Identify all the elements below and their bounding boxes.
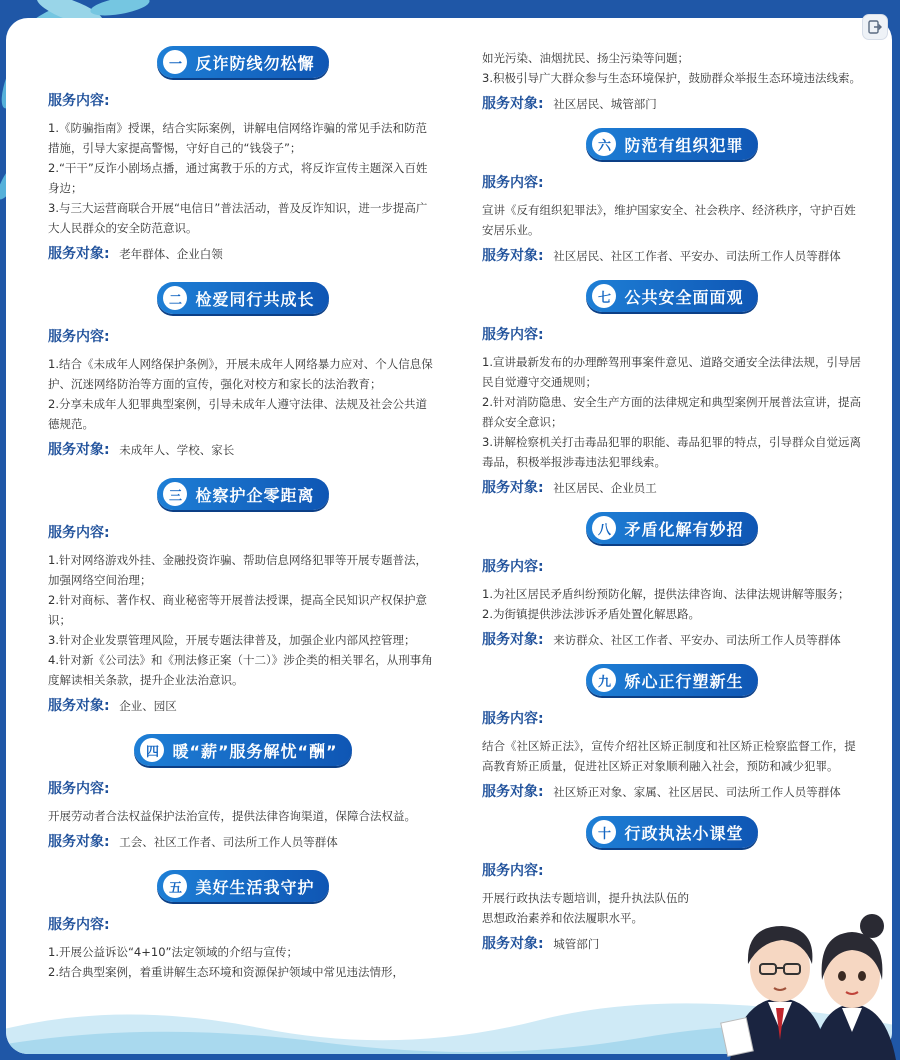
section-5 <box>48 870 438 982</box>
service-target <box>482 782 862 802</box>
service-content-label: 服务内容: <box>48 781 110 797</box>
service-content-label: 服务内容: <box>48 525 110 541</box>
service-target-label: 服务对象: <box>48 442 110 458</box>
section-title: 检察护企零距离 <box>195 485 315 505</box>
service-target <box>48 440 438 460</box>
service-target-label: 服务对象: <box>482 480 544 496</box>
content-line: 2.结合典型案例，着重讲解生态环境和资源保护领域中常见违法情形， <box>48 965 404 979</box>
section-10 <box>482 816 744 954</box>
section-title: 防范有组织犯罪 <box>624 135 744 155</box>
service-target <box>482 630 862 650</box>
section-number: 九 <box>592 668 616 692</box>
service-target <box>48 696 438 716</box>
section-title-pill <box>157 46 328 78</box>
section-header <box>482 816 862 848</box>
service-target-label: 服务对象: <box>48 698 110 714</box>
section-title: 公共安全面面观 <box>624 287 744 307</box>
exit-button[interactable] <box>862 14 888 40</box>
content-line: 1.为社区居民矛盾纠纷预防化解，提供法律咨询、法律法规讲解等服务； <box>482 587 850 601</box>
section-header <box>482 280 862 312</box>
service-content <box>482 888 732 928</box>
content-line: 开展劳动者合法权益保护法治宣传，提供法律咨询渠道，保障合法权益。 <box>48 809 416 823</box>
service-target-label: 服务对象: <box>482 936 544 952</box>
section-title-pill <box>134 734 351 766</box>
service-content-label: 服务内容: <box>482 863 544 879</box>
section-number: 二 <box>163 286 187 310</box>
service-target <box>482 478 862 498</box>
section-number: 一 <box>163 50 187 74</box>
section-title: 矫心正行塑新生 <box>624 671 744 691</box>
service-target-value: 来访群众、社区工作者、平安办、司法所工作人员等群体 <box>553 633 841 647</box>
section-title: 反诈防线勿松懈 <box>195 53 315 73</box>
service-target-label: 服务对象: <box>482 632 544 648</box>
service-target-label: 服务对象: <box>482 248 544 264</box>
service-content-label: 服务内容: <box>48 93 110 109</box>
section-title-pill <box>586 280 757 312</box>
section-9 <box>482 664 862 802</box>
service-content-label: 服务内容: <box>482 327 544 343</box>
left-column <box>48 46 438 988</box>
section-6 <box>482 128 862 266</box>
section-number: 三 <box>163 482 187 506</box>
section-title: 行政执法小课堂 <box>624 823 744 843</box>
service-target-label: 服务对象: <box>482 96 544 112</box>
section-header <box>482 664 862 696</box>
service-target-value: 城管部门 <box>553 937 600 951</box>
section-8 <box>482 512 862 650</box>
service-target-value: 未成年人、学校、家长 <box>119 443 235 457</box>
content-line: 4.针对新《公司法》和《刑法修正案（十二）》涉企类的相关罪名，从刑事角度解读相关条款，提升企业法治意识。 <box>48 653 433 687</box>
section-header <box>482 512 862 544</box>
cartoon-prosecutors-illustration <box>720 880 900 1060</box>
section-title: 暖“薪”服务解忧“酬” <box>172 741 338 761</box>
section-title-pill <box>586 664 757 696</box>
content-line: 2.针对消防隐患、安全生产方面的法律规定和典型案例开展普法宣讲，提高群众安全意识； <box>482 395 861 429</box>
service-content <box>482 200 862 240</box>
service-target <box>482 246 862 266</box>
section-number: 七 <box>592 284 616 308</box>
service-content-label: 服务内容: <box>48 917 110 933</box>
right-column <box>482 48 862 954</box>
section-title: 矛盾化解有妙招 <box>624 519 744 539</box>
section-number: 四 <box>140 738 164 762</box>
service-target <box>482 94 862 114</box>
service-target-value: 社区居民、社区工作者、平安办、司法所工作人员等群体 <box>553 249 841 263</box>
section-number: 八 <box>592 516 616 540</box>
service-target-value: 工会、社区工作者、司法所工作人员等群体 <box>119 835 338 849</box>
service-content-label: 服务内容: <box>482 711 544 727</box>
service-content <box>48 942 438 982</box>
section-title-pill <box>157 478 328 510</box>
section-number: 五 <box>163 874 187 898</box>
section-3 <box>48 478 438 716</box>
section-title-pill <box>586 128 757 160</box>
service-target <box>482 934 732 954</box>
section-5-continued <box>482 48 862 114</box>
service-content <box>48 550 438 690</box>
exit-icon <box>868 20 882 34</box>
service-content <box>482 736 862 776</box>
service-target-value: 社区居民、城管部门 <box>553 97 657 111</box>
content-line: 1.宣讲最新发布的办理醉驾刑事案件意见、道路交通安全法律法规，引导居民自觉遵守交通规则； <box>482 355 861 389</box>
section-header <box>48 46 438 78</box>
service-content-label: 服务内容: <box>482 559 544 575</box>
content-line: 1.结合《未成年人网络保护条例》，开展未成年人网络暴力应对、个人信息保护、沉迷网络防治等方面的宣传，强化对校方和家长的法治教育； <box>48 357 433 391</box>
service-content <box>48 118 438 238</box>
service-content <box>48 354 438 434</box>
service-target-value: 老年群体、企业白领 <box>119 247 223 261</box>
content-line: 2.分享未成年人犯罪典型案例，引导未成年人遵守法律、法规及社会公共道德规范。 <box>48 397 427 431</box>
content-line: 1.针对网络游戏外挂、金融投资诈骗、帮助信息网络犯罪等开展专题普法，加强网络空间治理； <box>48 553 427 587</box>
section-header <box>482 128 862 160</box>
section-header <box>48 478 438 510</box>
content-line: 2.针对商标、著作权、商业秘密等开展普法授课，提高全民知识产权保护意识； <box>48 593 427 627</box>
section-title-pill <box>586 512 757 544</box>
service-target <box>48 832 438 852</box>
content-line: 3.讲解检察机关打击毒品犯罪的职能、毒品犯罪的特点，引导群众自觉远离毒品，积极举报涉毒违法犯罪线索。 <box>482 435 861 469</box>
section-title-pill <box>157 282 328 314</box>
section-number: 十 <box>592 820 616 844</box>
content-line: 如光污染、油烟扰民、扬尘污染等问题； <box>482 51 689 65</box>
content-line: 开展行政执法专题培训，提升执法队伍的 <box>482 891 689 905</box>
content-line: 宣讲《反有组织犯罪法》，维护国家安全、社会秩序、经济秩序，守护百姓安居乐业。 <box>482 203 856 237</box>
content-line: 结合《社区矫正法》，宣传介绍社区矫正制度和社区矫正检察监督工作，提高教育矫正质量，促进社区矫正对象顺利融入社会，预防和减少犯罪。 <box>482 739 856 773</box>
service-content-label: 服务内容: <box>48 329 110 345</box>
section-number: 六 <box>592 132 616 156</box>
service-content <box>48 806 438 826</box>
service-target-label: 服务对象: <box>482 784 544 800</box>
service-target-label: 服务对象: <box>48 246 110 262</box>
section-2 <box>48 282 438 460</box>
section-1 <box>48 46 438 264</box>
service-target-value: 社区居民、企业员工 <box>553 481 657 495</box>
section-header <box>48 870 438 902</box>
service-target-label: 服务对象: <box>48 834 110 850</box>
content-line: 2.为街镇提供涉法涉诉矛盾处置化解思路。 <box>482 607 700 621</box>
section-title-pill <box>157 870 328 902</box>
content-line: 1.开展公益诉讼“4+10”法定领域的介绍与宣传； <box>48 945 298 959</box>
section-title-pill <box>586 816 757 848</box>
content-line: 3.与三大运营商联合开展“电信日”普法活动，普及反诈知识，进一步提高广大人民群众的安全防范意识。 <box>48 201 428 235</box>
service-content-label: 服务内容: <box>482 175 544 191</box>
content-line: 思想政治素养和依法履职水平。 <box>482 911 643 925</box>
male-figure <box>721 926 828 1060</box>
service-content <box>482 48 862 88</box>
section-header <box>48 734 438 766</box>
section-7 <box>482 280 862 498</box>
section-title: 检爱同行共成长 <box>195 289 315 309</box>
service-target-value: 社区矫正对象、家属、社区居民、司法所工作人员等群体 <box>553 785 841 799</box>
section-4 <box>48 734 438 852</box>
content-line: 3.积极引导广大群众参与生态环境保护，鼓励群众举报生态环境违法线索。 <box>482 71 861 85</box>
content-line: 1.《防骗指南》授课，结合实际案例，讲解电信网络诈骗的常见手法和防范措施，引导大家提高警惕，守好自己的“钱袋子”； <box>48 121 427 155</box>
content-line: 2.“干干”反诈小剧场点播，通过寓教于乐的方式，将反诈宣传主题深入百姓身边； <box>48 161 428 195</box>
service-target <box>48 244 438 264</box>
service-target-value: 企业、园区 <box>119 699 177 713</box>
service-content <box>482 584 862 624</box>
section-title: 美好生活我守护 <box>195 877 315 897</box>
service-content <box>482 352 862 472</box>
content-line: 3.针对企业发票管理风险，开展专题法律普及，加强企业内部风控管理； <box>48 633 416 647</box>
female-figure <box>812 914 896 1060</box>
section-header <box>48 282 438 314</box>
